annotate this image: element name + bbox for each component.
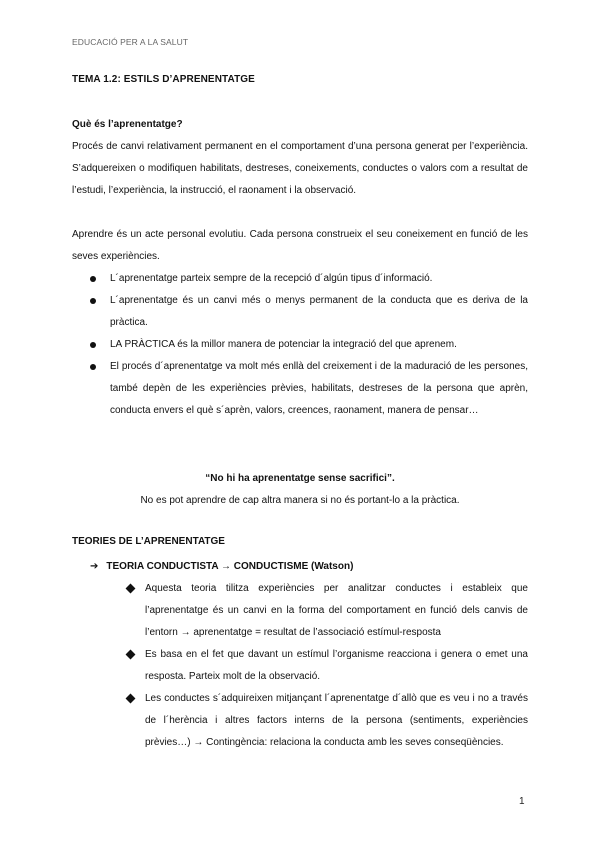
running-header: EDUCACIÓ PER A LA SALUT bbox=[72, 37, 189, 47]
bullet-item bbox=[88, 334, 528, 356]
bullet-item bbox=[88, 290, 528, 334]
bullet-item bbox=[88, 356, 528, 422]
bullet-dot-icon bbox=[90, 364, 96, 370]
diamond-bullet-icon bbox=[126, 584, 136, 594]
theory-title: TEORIA CONDUCTISTA → CONDUCTISME (Watson) bbox=[106, 561, 354, 572]
quote-sub: No es pot aprendre de cap altra manera si no és portant-lo a la pràctica. bbox=[140, 495, 460, 506]
diamond-item bbox=[126, 688, 528, 754]
diamond-item bbox=[126, 644, 528, 688]
bullet-dot-icon bbox=[90, 298, 96, 304]
page-title: TEMA 1.2: ESTILS D’APRENENTATGE bbox=[72, 74, 255, 85]
diamond-item bbox=[126, 578, 528, 644]
intro-definition: Procés de canvi relativament permanent en el comportament d’una persona generat per l’experiència. S’adquereixen o modifiquen habilitats, destreses, coneixements, conductes o valors com a resultat de l’estudi, l’experiència, la instrucció, el raonament i la observació. bbox=[72, 141, 528, 196]
diamond-list bbox=[126, 578, 528, 754]
bullet-text: LA PRÀCTICA és la millor manera de potenciar la integració del que aprenem. bbox=[110, 339, 457, 350]
page-number: 1 bbox=[519, 796, 525, 807]
diamond-text: Es basa en el fet que davant un estímul l’organisme reacciona i genera o emet una resposta. Parteix molt de la observació. bbox=[145, 649, 528, 682]
theory-heading bbox=[90, 556, 353, 578]
intro-section bbox=[72, 114, 528, 202]
diamond-bullet-icon bbox=[126, 650, 136, 660]
bullet-dot-icon bbox=[90, 276, 96, 282]
bullet-text: El procés d´aprenentatge va molt més enllà del creixement i de la maduració de les persones, també depèn de les experiències prèvies, habilitats, destreses de la persona que aprèn, conducta envers el què s´aprèn, valors, creences, raonament, manera de pensar… bbox=[110, 361, 528, 416]
diamond-text: Aquesta teoria tilitza experiències per analitzar conductes i estableix que l’aprenentatge és un canvi en la forma del comportament en funció dels canvis de l’entorn → aprenentatge = resultat de l’associació estímul-resposta bbox=[145, 583, 528, 638]
quote-main: “No hi ha aprenentatge sense sacrifici”. bbox=[205, 473, 395, 484]
intro-question: Què és l’aprenentatge? bbox=[72, 119, 183, 130]
bullet-item bbox=[88, 268, 528, 290]
diamond-text: Les conductes s´adquireixen mitjançant l´aprenentatge d´allò que es veu i no a través de l´herència i altres factors interns de la persona (sentiments, experiències prèvies…) → Contingència: relaciona la conducta amb les seves conseqüències. bbox=[145, 693, 528, 748]
bullet-dot-icon bbox=[90, 342, 96, 348]
diamond-bullet-icon bbox=[126, 694, 136, 704]
bullet-text: L´aprenentatge és un canvi més o menys permanent de la conducta que es deriva de la pràctica. bbox=[110, 295, 528, 328]
bullet-text: L´aprenentatge parteix sempre de la recepció d´algún tipus d´informació. bbox=[110, 273, 433, 284]
section-title-theories: TEORIES DE L’APRENENTATGE bbox=[72, 536, 225, 547]
right-arrow-icon: ➔ bbox=[90, 561, 99, 572]
paragraph-evolutive: Aprendre és un acte personal evolutiu. Cada persona construeix el seu coneixement en funció de les seves experiències. bbox=[72, 229, 528, 262]
bullet-list bbox=[88, 268, 528, 422]
